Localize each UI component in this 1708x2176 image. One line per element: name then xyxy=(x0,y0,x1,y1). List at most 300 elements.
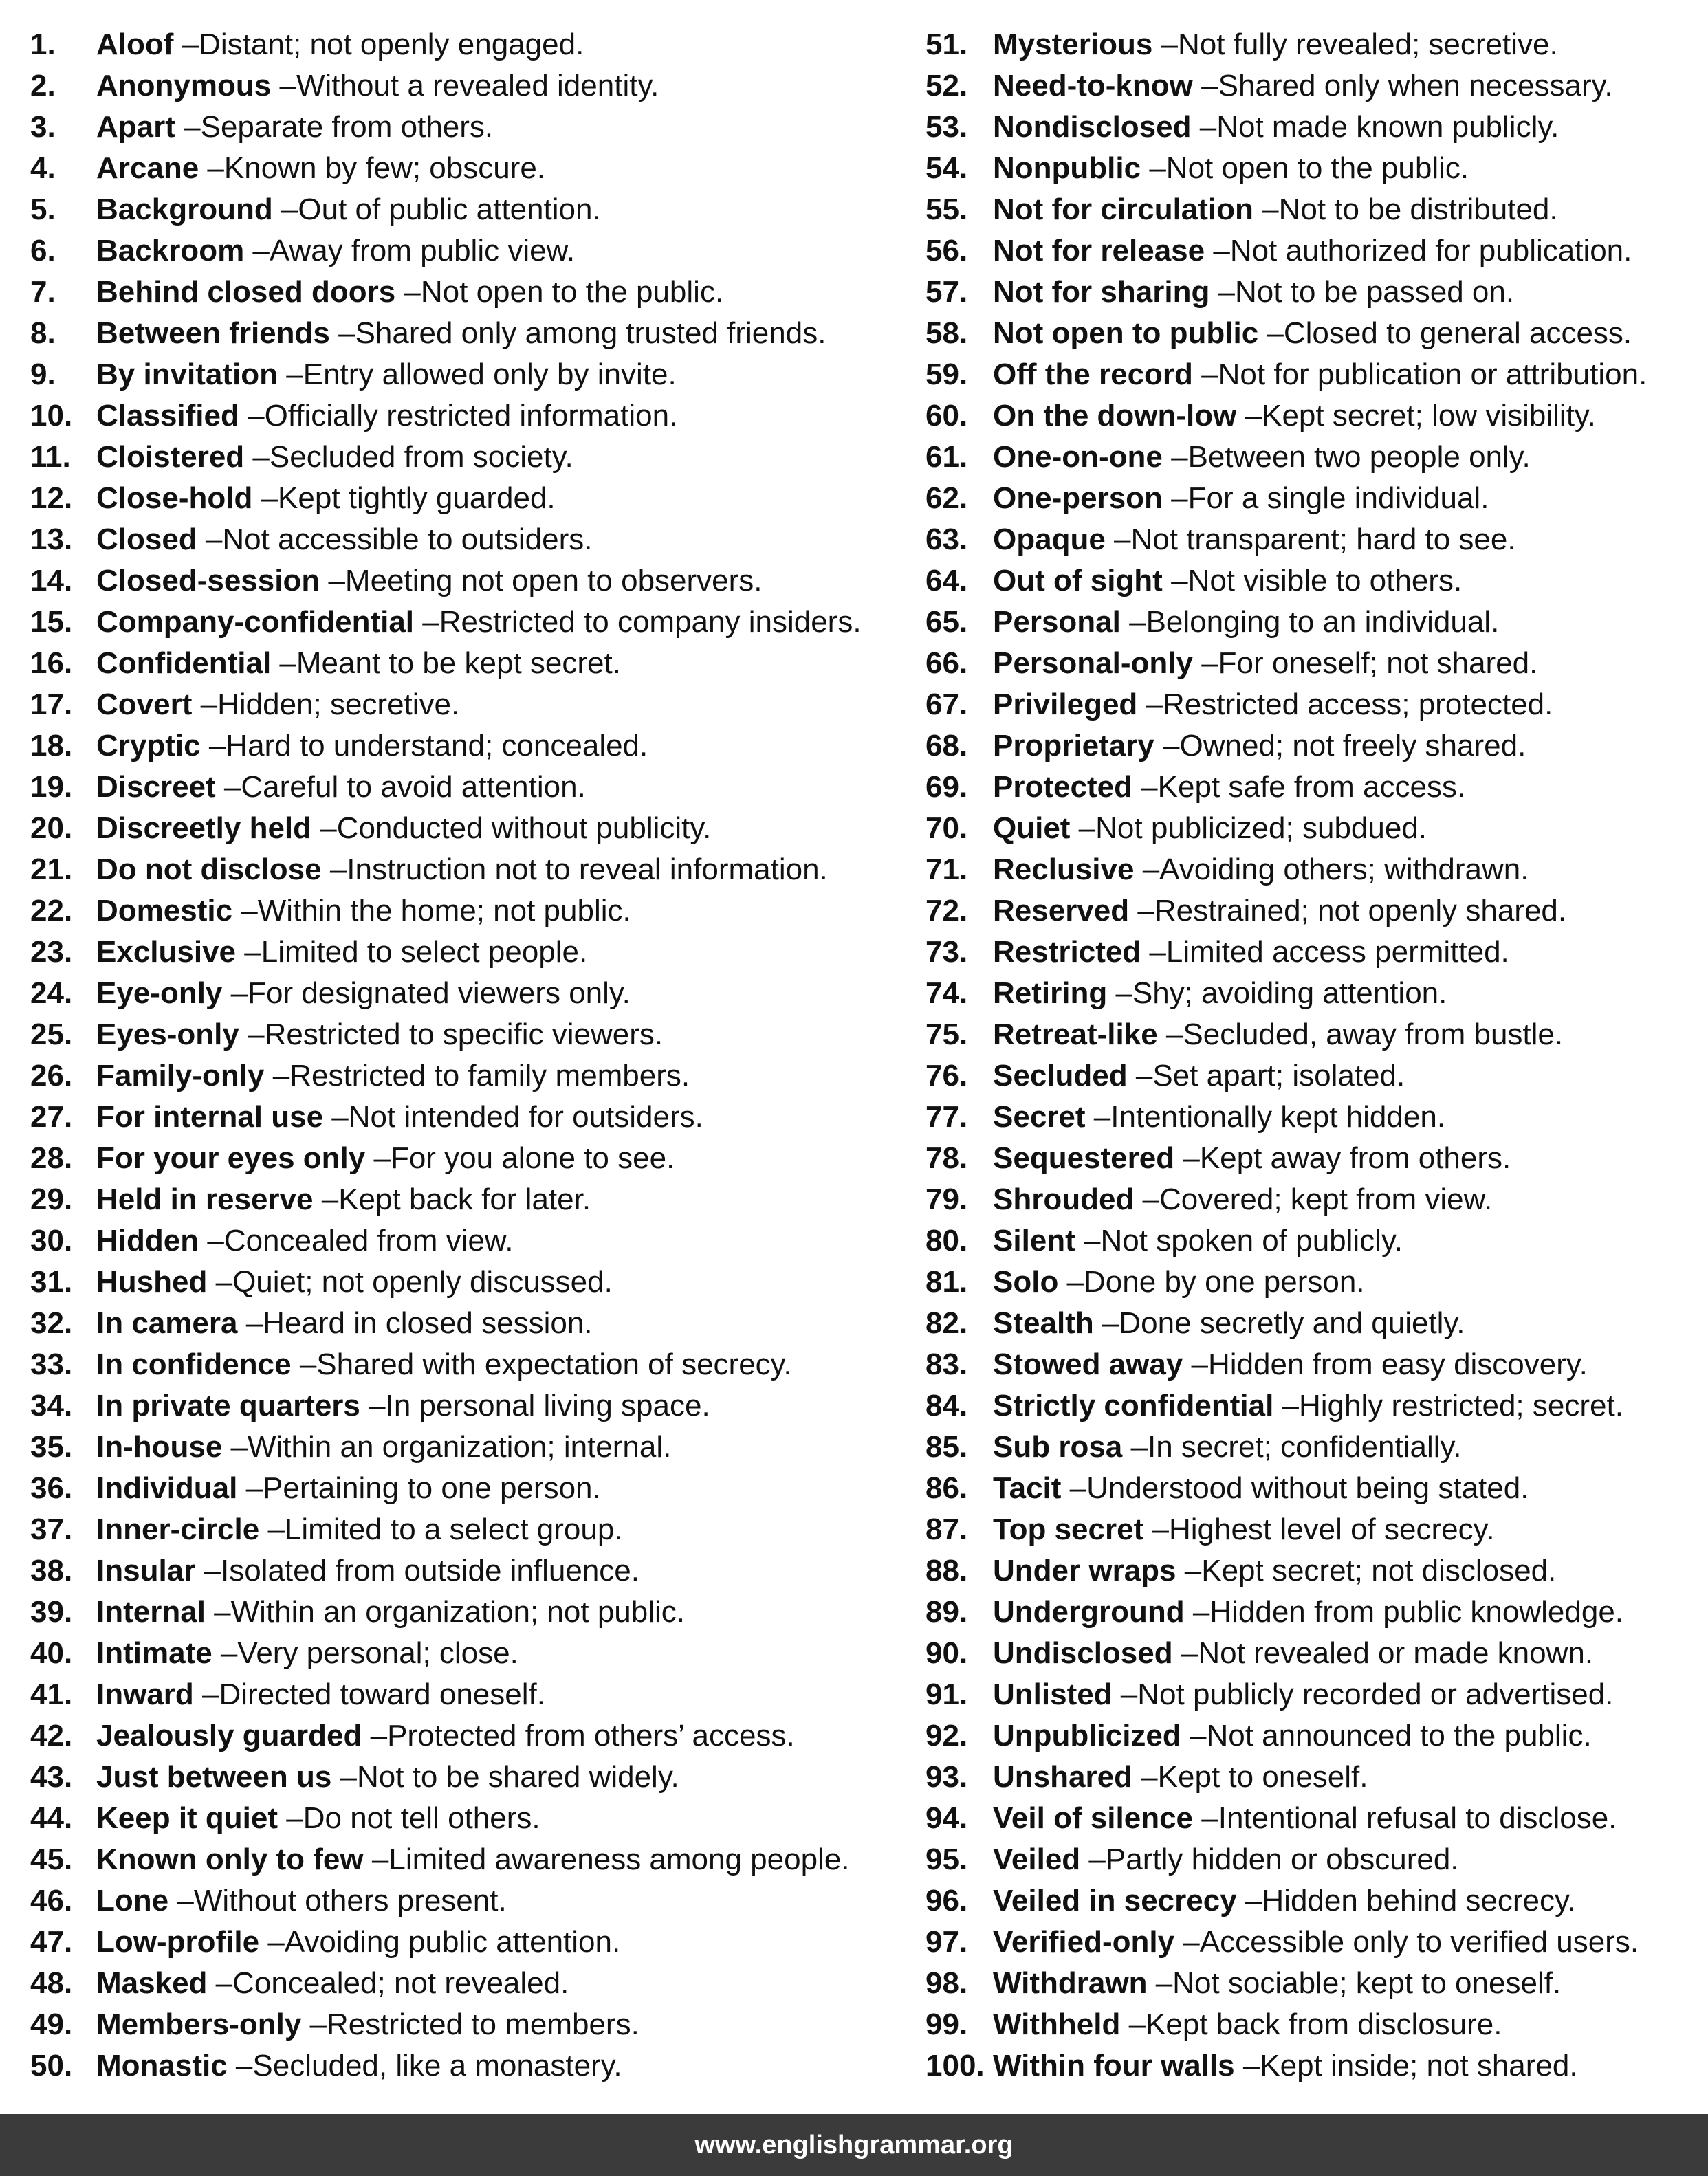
list-item xyxy=(30,1014,897,1055)
dash-separator xyxy=(301,2008,327,2041)
list-item xyxy=(30,2004,897,2045)
item-definition: Covered; kept from view. xyxy=(1159,1183,1493,1216)
item-definition: Not visible to others. xyxy=(1187,564,1463,597)
item-number: 5. xyxy=(30,193,56,226)
item-number: 66. xyxy=(926,646,968,680)
item-definition: Kept to oneself. xyxy=(1157,1760,1368,1794)
list-item xyxy=(926,1592,1696,1633)
item-number: 35. xyxy=(30,1430,73,1464)
item-text xyxy=(96,1757,679,1798)
list-item xyxy=(30,1385,897,1427)
dash-separator xyxy=(199,1224,224,1257)
item-text xyxy=(993,1385,1623,1427)
dash-separator xyxy=(195,1554,221,1587)
list-item xyxy=(926,1385,1696,1427)
item-term: Not for circulation xyxy=(993,193,1253,226)
item-text xyxy=(96,2045,622,2087)
dash-separator xyxy=(323,1100,349,1134)
item-definition: Restrained; not openly shared. xyxy=(1154,894,1567,927)
item-definition: Careful to avoid attention. xyxy=(241,770,586,804)
dash-separator xyxy=(278,1801,303,1835)
dash-separator xyxy=(395,275,421,309)
item-definition: Not sociable; kept to oneself. xyxy=(1172,1966,1562,2000)
item-text xyxy=(96,1385,710,1427)
list-item xyxy=(926,272,1696,313)
item-term: Veiled xyxy=(993,1843,1081,1876)
item-definition: Kept secret; not disclosed. xyxy=(1201,1554,1557,1587)
dash-separator xyxy=(175,110,201,144)
item-definition: In personal living space. xyxy=(385,1389,710,1422)
item-number: 94. xyxy=(926,1801,968,1835)
item-definition: Restricted access; protected. xyxy=(1163,688,1553,721)
list-item xyxy=(926,2004,1696,2045)
dash-separator xyxy=(1141,151,1166,185)
list-item xyxy=(30,354,897,395)
item-definition: Concealed from view. xyxy=(223,1224,514,1257)
item-text xyxy=(993,437,1531,478)
item-text xyxy=(96,1715,795,1757)
list-item xyxy=(30,1509,897,1550)
item-definition: Not publicly recorded or advertised. xyxy=(1137,1678,1614,1711)
dash-separator xyxy=(292,1348,317,1381)
item-number: 54. xyxy=(926,151,968,185)
item-definition: For oneself; not shared. xyxy=(1218,646,1538,680)
item-text xyxy=(993,519,1516,560)
item-number: 1. xyxy=(30,28,56,61)
item-number: 89. xyxy=(926,1595,968,1629)
item-text xyxy=(993,1344,1588,1385)
item-definition: Not announced to the public. xyxy=(1206,1719,1592,1752)
item-term: Insular xyxy=(96,1554,196,1587)
dash-separator xyxy=(1183,1348,1208,1381)
dash-separator xyxy=(1132,770,1158,804)
dash-separator xyxy=(252,481,278,515)
item-term: Quiet xyxy=(993,811,1071,845)
list-item xyxy=(926,808,1696,849)
item-number: 93. xyxy=(926,1760,968,1794)
list-item xyxy=(926,890,1696,932)
dash-separator xyxy=(1070,811,1095,845)
dash-separator xyxy=(1147,1966,1172,2000)
item-number: 51. xyxy=(926,28,968,61)
list-item xyxy=(926,1880,1696,1922)
item-text xyxy=(96,478,556,519)
item-text xyxy=(993,148,1469,189)
item-term: Withdrawn xyxy=(993,1966,1148,2000)
list-item xyxy=(30,1715,897,1757)
dash-separator xyxy=(1132,1760,1158,1794)
item-term: Underground xyxy=(993,1595,1185,1629)
item-text xyxy=(96,890,631,932)
item-text xyxy=(96,272,723,313)
item-number: 6. xyxy=(30,234,56,267)
item-definition: Distant; not openly engaged. xyxy=(199,28,584,61)
item-definition: Kept back for later. xyxy=(338,1183,591,1216)
dash-separator xyxy=(1122,1430,1148,1464)
item-definition: Limited to select people. xyxy=(261,935,588,969)
item-text xyxy=(993,973,1447,1014)
dash-separator xyxy=(232,894,258,927)
item-text xyxy=(96,1798,540,1839)
item-number: 25. xyxy=(30,1018,73,1051)
item-definition: Pertaining to one person. xyxy=(263,1471,601,1505)
dash-separator xyxy=(1185,1595,1210,1629)
item-number: 32. xyxy=(30,1306,73,1340)
item-term: Anonymous xyxy=(96,69,272,102)
item-text xyxy=(993,230,1632,272)
dash-separator xyxy=(1236,399,1262,432)
item-definition: Understood without being stated. xyxy=(1086,1471,1529,1505)
list-item xyxy=(30,1303,897,1344)
item-term: For your eyes only xyxy=(96,1141,366,1175)
item-text xyxy=(993,1509,1495,1550)
item-number: 22. xyxy=(30,894,73,927)
list-item xyxy=(926,1014,1696,1055)
item-text xyxy=(96,1592,685,1633)
item-number: 36. xyxy=(30,1471,73,1505)
item-definition: Do not tell others. xyxy=(303,1801,540,1835)
item-text xyxy=(993,725,1526,767)
item-number: 14. xyxy=(30,564,73,597)
item-term: Members-only xyxy=(96,2008,302,2041)
item-text xyxy=(96,1055,690,1097)
dash-separator xyxy=(320,564,345,597)
item-definition: Hidden; secretive. xyxy=(217,688,460,721)
item-term: Jealously guarded xyxy=(96,1719,362,1752)
item-term: Need-to-know xyxy=(993,69,1193,102)
dash-separator xyxy=(1163,564,1188,597)
list-item xyxy=(30,1592,897,1633)
item-text xyxy=(993,272,1514,313)
item-number: 8. xyxy=(30,316,56,350)
item-number: 86. xyxy=(926,1471,968,1505)
item-text xyxy=(993,849,1529,890)
item-text xyxy=(993,1715,1592,1757)
item-term: Not for release xyxy=(993,234,1205,267)
item-number: 29. xyxy=(30,1183,73,1216)
item-term: Strictly confidential xyxy=(993,1389,1274,1422)
item-term: Protected xyxy=(993,770,1132,804)
item-definition: Done by one person. xyxy=(1084,1265,1365,1299)
list-item xyxy=(30,684,897,725)
list-item xyxy=(926,1509,1696,1550)
dash-separator xyxy=(1174,1141,1200,1175)
list-item xyxy=(926,148,1696,189)
item-text xyxy=(993,478,1489,519)
item-definition: Set apart; isolated. xyxy=(1152,1059,1405,1092)
item-text xyxy=(993,1427,1462,1468)
list-item xyxy=(926,1303,1696,1344)
item-text xyxy=(96,313,826,354)
item-number: 88. xyxy=(926,1554,968,1587)
item-number: 84. xyxy=(926,1389,968,1422)
item-definition: For designated viewers only. xyxy=(248,976,631,1010)
item-definition: Protected from others’ access. xyxy=(387,1719,795,1752)
item-definition: Limited awareness among people. xyxy=(388,1843,850,1876)
dash-separator xyxy=(1129,894,1154,927)
item-term: Mysterious xyxy=(993,28,1153,61)
item-term: For internal use xyxy=(96,1100,324,1134)
item-number: 73. xyxy=(926,935,968,969)
dash-separator xyxy=(1128,1059,1153,1092)
item-number: 20. xyxy=(30,811,73,845)
item-definition: Shared only among trusted friends. xyxy=(355,316,826,350)
item-number: 95. xyxy=(926,1843,968,1876)
item-term: Close-hold xyxy=(96,481,253,515)
list-item xyxy=(30,519,897,560)
item-definition: Not transparent; hard to see. xyxy=(1130,523,1516,556)
item-number: 38. xyxy=(30,1554,73,1587)
dash-separator xyxy=(244,234,270,267)
item-term: Off the record xyxy=(993,358,1193,391)
item-term: Personal-only xyxy=(993,646,1193,680)
item-text xyxy=(993,313,1632,354)
item-definition: Not to be passed on. xyxy=(1235,275,1515,309)
item-number: 61. xyxy=(926,440,968,474)
item-term: Under wraps xyxy=(993,1554,1176,1587)
dash-separator xyxy=(362,1719,387,1752)
item-number: 34. xyxy=(30,1389,73,1422)
item-number: 26. xyxy=(30,1059,73,1092)
item-term: On the down-low xyxy=(993,399,1237,432)
item-text xyxy=(96,643,621,684)
item-number: 92. xyxy=(926,1719,968,1752)
dash-separator xyxy=(222,1430,248,1464)
item-definition: Isolated from outside influence. xyxy=(220,1554,640,1587)
item-definition: Very personal; close. xyxy=(237,1636,518,1670)
dash-separator xyxy=(1163,440,1188,474)
item-text xyxy=(993,1633,1593,1674)
item-term: Discreetly held xyxy=(96,811,312,845)
dash-separator xyxy=(212,1636,238,1670)
item-definition: Closed to general access. xyxy=(1283,316,1632,350)
item-number: 11. xyxy=(30,440,71,474)
dash-separator xyxy=(1120,2008,1146,2041)
dash-separator xyxy=(1121,605,1146,639)
item-term: Inner-circle xyxy=(96,1513,260,1546)
item-text xyxy=(96,684,459,725)
item-term: Undisclosed xyxy=(993,1636,1173,1670)
item-definition: Belonging to an individual. xyxy=(1146,605,1500,639)
dash-separator xyxy=(199,151,224,185)
item-text xyxy=(96,1138,675,1179)
dash-separator xyxy=(1193,1801,1218,1835)
item-text xyxy=(993,932,1509,973)
item-definition: Meant to be kept secret. xyxy=(296,646,621,680)
item-text xyxy=(993,1468,1529,1509)
dash-separator xyxy=(360,1389,386,1422)
dash-separator xyxy=(1080,1843,1106,1876)
item-text xyxy=(96,767,586,808)
item-number: 10. xyxy=(30,399,73,432)
dash-separator xyxy=(1193,358,1218,391)
list-item xyxy=(926,1220,1696,1262)
item-text xyxy=(993,1550,1556,1592)
dash-separator xyxy=(1258,316,1284,350)
item-number: 67. xyxy=(926,688,968,721)
item-number: 33. xyxy=(30,1348,73,1381)
list-item xyxy=(926,313,1696,354)
dash-separator xyxy=(1107,976,1132,1010)
item-definition: Not made known publicly. xyxy=(1216,110,1559,144)
list-item xyxy=(30,1344,897,1385)
item-text xyxy=(993,2045,1578,2087)
item-definition: Directed toward oneself. xyxy=(219,1678,545,1711)
item-definition: Limited access permitted. xyxy=(1165,935,1509,969)
item-definition: Partly hidden or obscured. xyxy=(1105,1843,1459,1876)
item-number: 78. xyxy=(926,1141,968,1175)
item-number: 48. xyxy=(30,1966,73,2000)
item-text xyxy=(96,1344,792,1385)
list-item xyxy=(30,1262,897,1303)
item-term: Apart xyxy=(96,110,175,144)
item-number: 68. xyxy=(926,729,968,762)
item-text xyxy=(993,643,1537,684)
dash-separator xyxy=(239,1018,265,1051)
item-definition: Kept tightly guarded. xyxy=(278,481,556,515)
item-text xyxy=(993,1179,1492,1220)
item-definition: Hidden from easy discovery. xyxy=(1208,1348,1588,1381)
dash-separator xyxy=(1205,234,1230,267)
item-term: Veil of silence xyxy=(993,1801,1194,1835)
item-term: Arcane xyxy=(96,151,199,185)
dash-separator xyxy=(207,1966,232,2000)
item-definition: Kept back from disclosure. xyxy=(1146,2008,1502,2041)
item-text xyxy=(96,1303,593,1344)
item-term: By invitation xyxy=(96,358,278,391)
item-definition: Owned; not freely shared. xyxy=(1179,729,1526,762)
right-column xyxy=(926,24,1696,2087)
item-number: 9. xyxy=(30,358,56,391)
item-text xyxy=(96,1262,613,1303)
dash-separator xyxy=(1176,1554,1202,1587)
list-item xyxy=(926,932,1696,973)
list-item xyxy=(926,1055,1696,1097)
item-definition: Highly restricted; secret. xyxy=(1299,1389,1623,1422)
item-definition: Away from public view. xyxy=(269,234,576,267)
item-definition: Restricted to specific viewers. xyxy=(264,1018,664,1051)
item-number: 21. xyxy=(30,853,73,886)
dash-separator xyxy=(207,1265,232,1299)
dash-separator xyxy=(265,1059,290,1092)
dash-separator xyxy=(1163,481,1188,515)
list-item xyxy=(926,354,1696,395)
item-number: 97. xyxy=(926,1925,968,1959)
item-text xyxy=(96,1633,518,1674)
item-number: 44. xyxy=(30,1801,73,1835)
item-term: Solo xyxy=(993,1265,1059,1299)
item-definition: Without a revealed identity. xyxy=(296,69,659,102)
dash-separator xyxy=(1075,1224,1101,1257)
item-number: 70. xyxy=(926,811,968,845)
dash-separator xyxy=(311,811,337,845)
dash-separator xyxy=(364,1843,389,1876)
item-number: 52. xyxy=(926,69,968,102)
item-number: 41. xyxy=(30,1678,73,1711)
item-text xyxy=(96,24,584,65)
item-number: 65. xyxy=(926,605,968,639)
item-term: Hushed xyxy=(96,1265,208,1299)
item-definition: Hidden from public knowledge. xyxy=(1209,1595,1624,1629)
item-text xyxy=(96,1220,513,1262)
item-term: In camera xyxy=(96,1306,238,1340)
item-text xyxy=(96,1839,850,1880)
list-item xyxy=(926,65,1696,107)
item-number: 19. xyxy=(30,770,73,804)
item-number: 90. xyxy=(926,1636,968,1670)
item-definition: Instruction not to reveal information. xyxy=(347,853,828,886)
dash-separator xyxy=(1134,853,1159,886)
list-item xyxy=(926,973,1696,1014)
item-number: 3. xyxy=(30,110,56,144)
item-definition: Hidden behind secrecy. xyxy=(1262,1884,1576,1917)
list-item xyxy=(30,272,897,313)
item-text xyxy=(96,1550,639,1592)
footer-website: www.englishgrammar.org xyxy=(694,2131,1014,2159)
item-text xyxy=(96,808,711,849)
list-item xyxy=(926,1757,1696,1798)
dash-separator xyxy=(216,770,241,804)
item-definition: Avoiding others; withdrawn. xyxy=(1159,853,1529,886)
dash-separator xyxy=(330,316,355,350)
item-text xyxy=(993,684,1553,725)
dash-separator xyxy=(271,69,296,102)
item-text xyxy=(993,890,1566,932)
item-term: Do not disclose xyxy=(96,853,322,886)
item-term: Privileged xyxy=(993,688,1138,721)
item-definition: Secluded, away from bustle. xyxy=(1183,1018,1564,1051)
list-item xyxy=(30,1922,897,1963)
dash-separator xyxy=(259,1925,285,1959)
item-text xyxy=(993,395,1596,437)
dash-separator xyxy=(331,1760,357,1794)
dash-separator xyxy=(222,976,248,1010)
item-term: Family-only xyxy=(96,1059,265,1092)
item-number: 49. xyxy=(30,2008,73,2041)
item-term: Low-profile xyxy=(96,1925,260,1959)
item-text xyxy=(993,560,1462,602)
item-term: Stealth xyxy=(993,1306,1094,1340)
item-text xyxy=(993,1097,1445,1138)
item-term: Nonpublic xyxy=(993,151,1141,185)
item-term: Reclusive xyxy=(993,853,1135,886)
list-item xyxy=(30,1427,897,1468)
item-number: 71. xyxy=(926,853,968,886)
list-item xyxy=(30,973,897,1014)
item-term: Restricted xyxy=(993,935,1141,969)
dash-separator xyxy=(1134,1183,1159,1216)
item-number: 4. xyxy=(30,151,56,185)
list-item xyxy=(926,230,1696,272)
item-term: Covert xyxy=(96,688,193,721)
list-item xyxy=(926,1798,1696,1839)
item-definition: Secluded, like a monastery. xyxy=(252,2049,622,2082)
item-number: 23. xyxy=(30,935,73,969)
item-term: Keep it quiet xyxy=(96,1801,278,1835)
item-definition: Concealed; not revealed. xyxy=(232,1966,569,2000)
item-definition: Kept safe from access. xyxy=(1157,770,1466,804)
list-item xyxy=(926,1344,1696,1385)
dash-separator xyxy=(1137,688,1163,721)
item-number: 81. xyxy=(926,1265,968,1299)
item-text xyxy=(993,65,1613,107)
item-text xyxy=(96,519,592,560)
list-item xyxy=(926,1550,1696,1592)
list-item xyxy=(30,560,897,602)
item-text xyxy=(993,602,1499,643)
dash-separator xyxy=(1154,729,1180,762)
item-term: Behind closed doors xyxy=(96,275,396,309)
